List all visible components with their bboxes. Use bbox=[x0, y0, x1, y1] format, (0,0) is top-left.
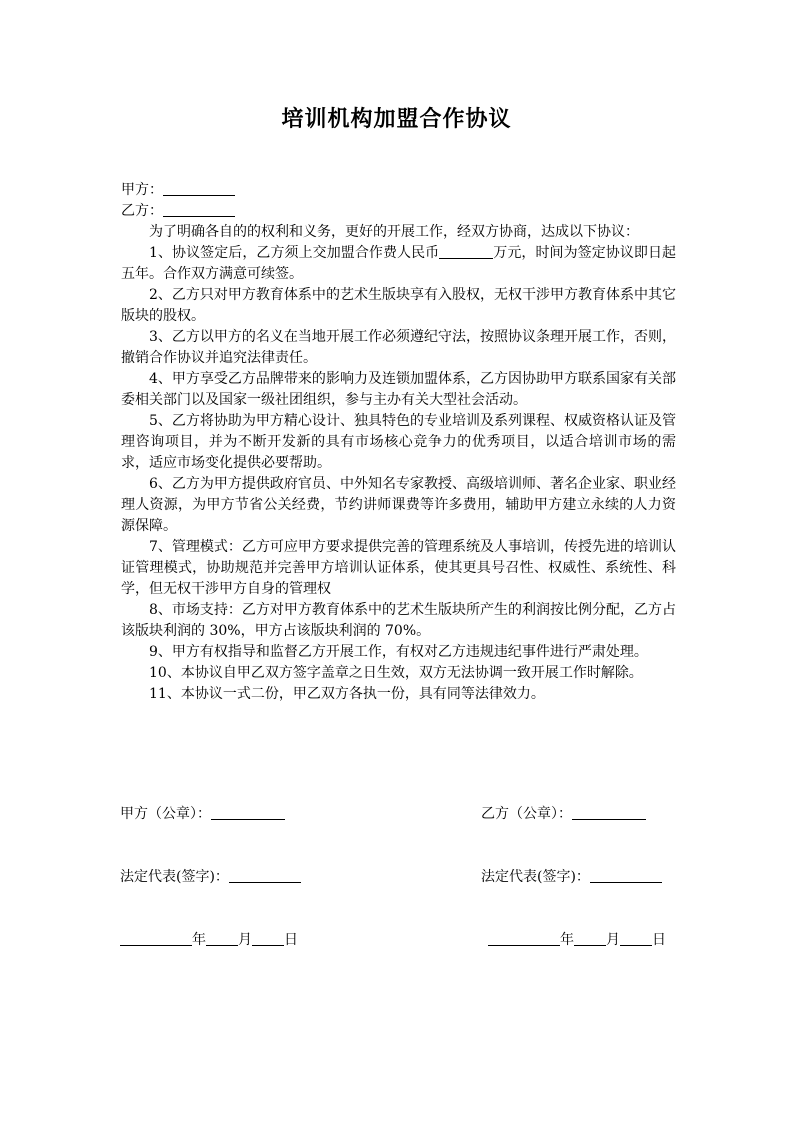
party-b-label: 乙方： bbox=[121, 203, 163, 219]
clause-1-after: 万元，时间为签定协议即日起五年。合作双方满意可续签。 bbox=[121, 245, 677, 282]
clause-5: 5、乙方将协助为甲方精心设计、独具特色的专业培训及系列课程、权威资格认证及管理咨询项目，并为不断开发新的具有市场核心竞争力的优秀项目，以适合培训市场的需求，适应市场变化提供必要帮助。 bbox=[121, 413, 676, 471]
clause-3: 3、乙方以甲方的名义在当地开展工作必须遵纪守法，按照协议条理开展工作，否则，撤销合作协议并追究法律责任。 bbox=[121, 329, 676, 366]
clause-4: 4、甲方享受乙方品牌带来的影响力及连锁加盟体系，乙方因协助甲方联系国家有关部委相关部门以及国家一级社团组织，参与主办有关大型社会活动。 bbox=[121, 371, 676, 408]
rep-b-label: 法定代表(签字)： bbox=[481, 869, 590, 885]
date-b-year-blank bbox=[488, 930, 560, 946]
clause-1-before: 1、协议签定后，乙方须上交加盟合作费人民币 bbox=[149, 245, 440, 261]
party-b-seal-blank bbox=[572, 804, 646, 820]
clause-8: 8、市场支持：乙方对甲方教育体系中的艺术生版块所产生的利润按比例分配，乙方占该版块利润的 30%，甲方占该版块利润的 70%。 bbox=[121, 602, 676, 639]
party-a-seal-line bbox=[120, 804, 285, 825]
date-b-day-blank bbox=[620, 930, 652, 946]
fee-amount-blank bbox=[439, 243, 493, 259]
date-a-month-label: 月 bbox=[238, 932, 252, 948]
date-b-month-label: 月 bbox=[606, 932, 620, 948]
party-a-seal-blank bbox=[211, 804, 285, 820]
party-b-seal-line bbox=[481, 804, 646, 825]
rep-b-line bbox=[481, 867, 662, 888]
clause-9: 9、甲方有权指导和监督乙方开展工作，有权对乙方违规违纪事件进行严肃处理。 bbox=[149, 644, 648, 660]
party-b-line bbox=[121, 201, 676, 222]
clause-10: 10、本协议自甲乙双方签字盖章之日生效，双方无法协调一致开展工作时解除。 bbox=[149, 665, 643, 681]
clause-11: 11、本协议一式二份，甲乙双方各执一份，具有同等法律效力。 bbox=[149, 686, 545, 702]
clause-1 bbox=[121, 243, 676, 285]
party-b-seal-label: 乙方（公章）： bbox=[481, 806, 572, 822]
date-a-month-blank bbox=[206, 930, 238, 946]
clause-7: 7、管理模式：乙方可应甲方要求提供完善的管理系统及人事培训，传授先进的培训认证管理模式，协助规范并完善甲方培训认证体系，使其更具号召性、权威性、系统性、科学，但无权干涉甲方自身的管理权 bbox=[121, 539, 676, 597]
clause-6: 6、乙方为甲方提供政府官员、中外知名专家教授、高级培训师、著名企业家、职业经理人资源，为甲方节省公关经费，节约讲师课费等许多费用，辅助甲方建立永续的人力资源保障。 bbox=[121, 476, 676, 534]
rep-a-line bbox=[120, 867, 301, 888]
document-body bbox=[121, 180, 676, 705]
date-a-day-label: 日 bbox=[284, 932, 298, 948]
document-title: 培训机构加盟合作协议 bbox=[281, 106, 512, 132]
date-a-year-label: 年 bbox=[192, 932, 206, 948]
party-a-line bbox=[121, 180, 676, 201]
date-b-year-label: 年 bbox=[560, 932, 574, 948]
rep-a-blank bbox=[229, 867, 301, 883]
party-a-blank bbox=[163, 180, 235, 196]
party-a-label: 甲方： bbox=[121, 182, 163, 198]
date-b-month-blank bbox=[574, 930, 606, 946]
date-a-line bbox=[120, 930, 298, 951]
party-b-blank bbox=[163, 201, 235, 217]
date-a-day-blank bbox=[252, 930, 284, 946]
date-b-day-label: 日 bbox=[652, 932, 666, 948]
rep-b-blank bbox=[590, 867, 662, 883]
rep-a-label: 法定代表(签字)： bbox=[120, 869, 229, 885]
date-a-year-blank bbox=[120, 930, 192, 946]
party-a-seal-label: 甲方（公章）： bbox=[120, 806, 211, 822]
clause-2: 2、乙方只对甲方教育体系中的艺术生版块享有入股权，无权干涉甲方教育体系中其它版块的股权。 bbox=[121, 287, 676, 324]
date-b-line bbox=[488, 930, 666, 951]
intro-paragraph: 为了明确各自的的权利和义务，更好的开展工作，经双方协商，达成以下协议： bbox=[149, 224, 639, 240]
